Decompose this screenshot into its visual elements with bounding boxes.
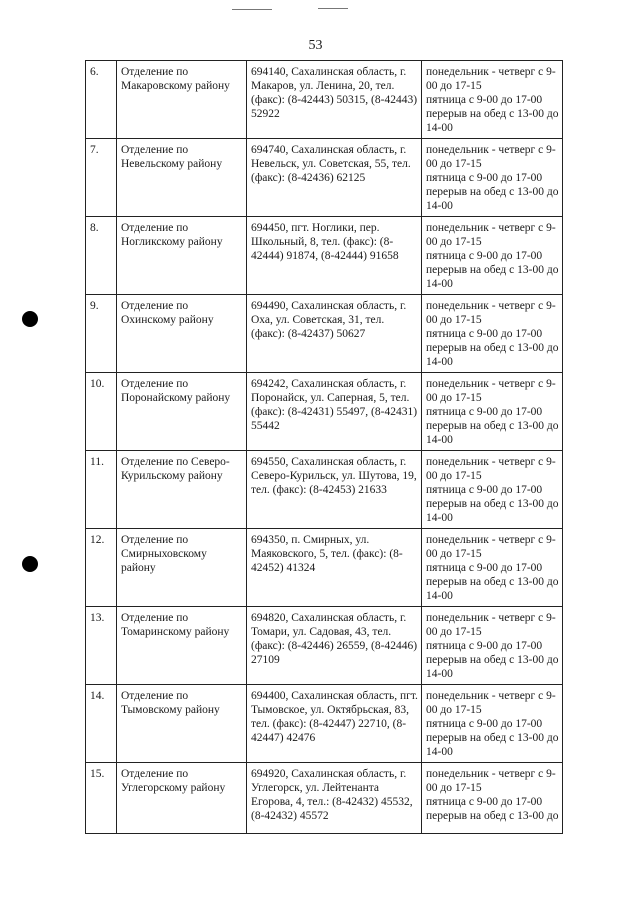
- hours-line: понедельник - четверг с 9-00 до 17-15: [426, 300, 556, 326]
- office-address: 694740, Сахалинская область, г. Невельск, ул. Советская, 55, тел. (факс): (8-42436) 62125: [247, 139, 422, 217]
- office-hours: [422, 139, 563, 217]
- hours-line: понедельник - четверг с 9-00 до 17-15: [426, 222, 556, 248]
- table-row: [86, 607, 563, 685]
- hours-line: перерыв на обед с 13-00 до 14-00: [426, 420, 559, 446]
- row-number: 15.: [86, 763, 117, 834]
- hours-line: пятница с 9-00 до 17-00: [426, 718, 543, 730]
- office-address: 694140, Сахалинская область, г. Макаров, ул. Ленина, 20, тел. (факс): (8-42443) 50315, (8-42443) 52922: [247, 61, 422, 139]
- hours-line: пятница с 9-00 до 17-00: [426, 796, 543, 808]
- hours-line: пятница с 9-00 до 17-00: [426, 172, 543, 184]
- hours-line: пятница с 9-00 до 17-00: [426, 94, 543, 106]
- hours-line: перерыв на обед с 13-00 до 14-00: [426, 498, 559, 524]
- table-row: [86, 451, 563, 529]
- row-number: 8.: [86, 217, 117, 295]
- office-name: Отделение по Смирныховскому району: [117, 529, 247, 607]
- office-hours: [422, 451, 563, 529]
- hours-line: понедельник - четверг с 9-00 до 17-15: [426, 378, 556, 404]
- row-number: 14.: [86, 685, 117, 763]
- punch-hole: [22, 311, 38, 327]
- office-address: 694350, п. Смирных, ул. Маяковского, 5, тел. (факс): (8-42452) 41324: [247, 529, 422, 607]
- office-address: 694400, Сахалинская область, пгт. Тымовское, ул. Октябрьская, 83, тел. (факс): (8-42447) 22710, (8-42447) 42476: [247, 685, 422, 763]
- row-number: 13.: [86, 607, 117, 685]
- punch-hole: [22, 556, 38, 572]
- row-number: 10.: [86, 373, 117, 451]
- hours-line: пятница с 9-00 до 17-00: [426, 328, 543, 340]
- table-row: [86, 139, 563, 217]
- row-number: 6.: [86, 61, 117, 139]
- table-row: [86, 295, 563, 373]
- hours-line: пятница с 9-00 до 17-00: [426, 250, 543, 262]
- hours-line: перерыв на обед с 13-00 до 14-00: [426, 732, 559, 758]
- hours-line: пятница с 9-00 до 17-00: [426, 640, 543, 652]
- table-row: [86, 217, 563, 295]
- table-row: [86, 685, 563, 763]
- row-number: 11.: [86, 451, 117, 529]
- hours-line: понедельник - четверг с 9-00 до 17-15: [426, 456, 556, 482]
- offices-table: [85, 60, 563, 834]
- office-name: Отделение по Углегорскому району: [117, 763, 247, 834]
- office-address: 694920, Сахалинская область, г. Углегорск, ул. Лейтенанта Егорова, 4, тел.: (8-42432) 45532, (8-42432) 45572: [247, 763, 422, 834]
- office-hours: [422, 763, 563, 834]
- hours-line: перерыв на обед с 13-00 до 14-00: [426, 186, 559, 212]
- table-row: [86, 373, 563, 451]
- hours-line: понедельник - четверг с 9-00 до 17-15: [426, 144, 556, 170]
- office-address: 694242, Сахалинская область, г. Поронайск, ул. Саперная, 5, тел. (факс): (8-42431) 55497, (8-42431) 55442: [247, 373, 422, 451]
- row-number: 9.: [86, 295, 117, 373]
- office-hours: [422, 529, 563, 607]
- office-address: 694450, пгт. Ноглики, пер. Школьный, 8, тел. (факс): (8-42444) 91874, (8-42444) 91658: [247, 217, 422, 295]
- row-number: 12.: [86, 529, 117, 607]
- hours-line: понедельник - четверг с 9-00 до 17-15: [426, 66, 556, 92]
- scan-artifact: [318, 8, 348, 9]
- office-name: Отделение по Макаровскому району: [117, 61, 247, 139]
- hours-line: понедельник - четверг с 9-00 до 17-15: [426, 768, 556, 794]
- hours-line: перерыв на обед с 13-00 до 14-00: [426, 264, 559, 290]
- office-name: Отделение по Тымовскому району: [117, 685, 247, 763]
- table-row: [86, 763, 563, 834]
- office-hours: [422, 373, 563, 451]
- office-address: 694490, Сахалинская область, г. Оха, ул. Советская, 31, тел. (факс): (8-42437) 50627: [247, 295, 422, 373]
- office-hours: [422, 685, 563, 763]
- hours-line: перерыв на обед с 13-00 до 14-00: [426, 576, 559, 602]
- office-name: Отделение по Невельскому району: [117, 139, 247, 217]
- office-name: Отделение по Поронайскому району: [117, 373, 247, 451]
- table-row: [86, 529, 563, 607]
- table-row: [86, 61, 563, 139]
- row-number: 7.: [86, 139, 117, 217]
- hours-line: перерыв на обед с 13-00 до 14-00: [426, 342, 559, 368]
- office-name: Отделение по Охинскому району: [117, 295, 247, 373]
- office-address: 694820, Сахалинская область, г. Томари, ул. Садовая, 43, тел. (факс): (8-42446) 26559, (8-42446) 27109: [247, 607, 422, 685]
- hours-line: перерыв на обед с 13-00 до 14-00: [426, 108, 559, 134]
- office-name: Отделение по Томаринскому району: [117, 607, 247, 685]
- hours-line: понедельник - четверг с 9-00 до 17-15: [426, 612, 556, 638]
- hours-line: перерыв на обед с 13-00 до: [426, 810, 559, 822]
- page-number: 53: [308, 38, 323, 53]
- office-name: Отделение по Ногликскому району: [117, 217, 247, 295]
- hours-line: понедельник - четверг с 9-00 до 17-15: [426, 534, 556, 560]
- scan-artifact: [232, 9, 272, 10]
- office-hours: [422, 295, 563, 373]
- office-hours: [422, 607, 563, 685]
- hours-line: пятница с 9-00 до 17-00: [426, 484, 543, 496]
- hours-line: понедельник - четверг с 9-00 до 17-15: [426, 690, 556, 716]
- office-hours: [422, 61, 563, 139]
- hours-line: перерыв на обед с 13-00 до 14-00: [426, 654, 559, 680]
- hours-line: пятница с 9-00 до 17-00: [426, 406, 543, 418]
- office-name: Отделение по Северо-Курильскому району: [117, 451, 247, 529]
- hours-line: пятница с 9-00 до 17-00: [426, 562, 543, 574]
- office-address: 694550, Сахалинская область, г. Северо-Курильск, ул. Шутова, 19, тел. (факс): (8-42453) 21633: [247, 451, 422, 529]
- office-hours: [422, 217, 563, 295]
